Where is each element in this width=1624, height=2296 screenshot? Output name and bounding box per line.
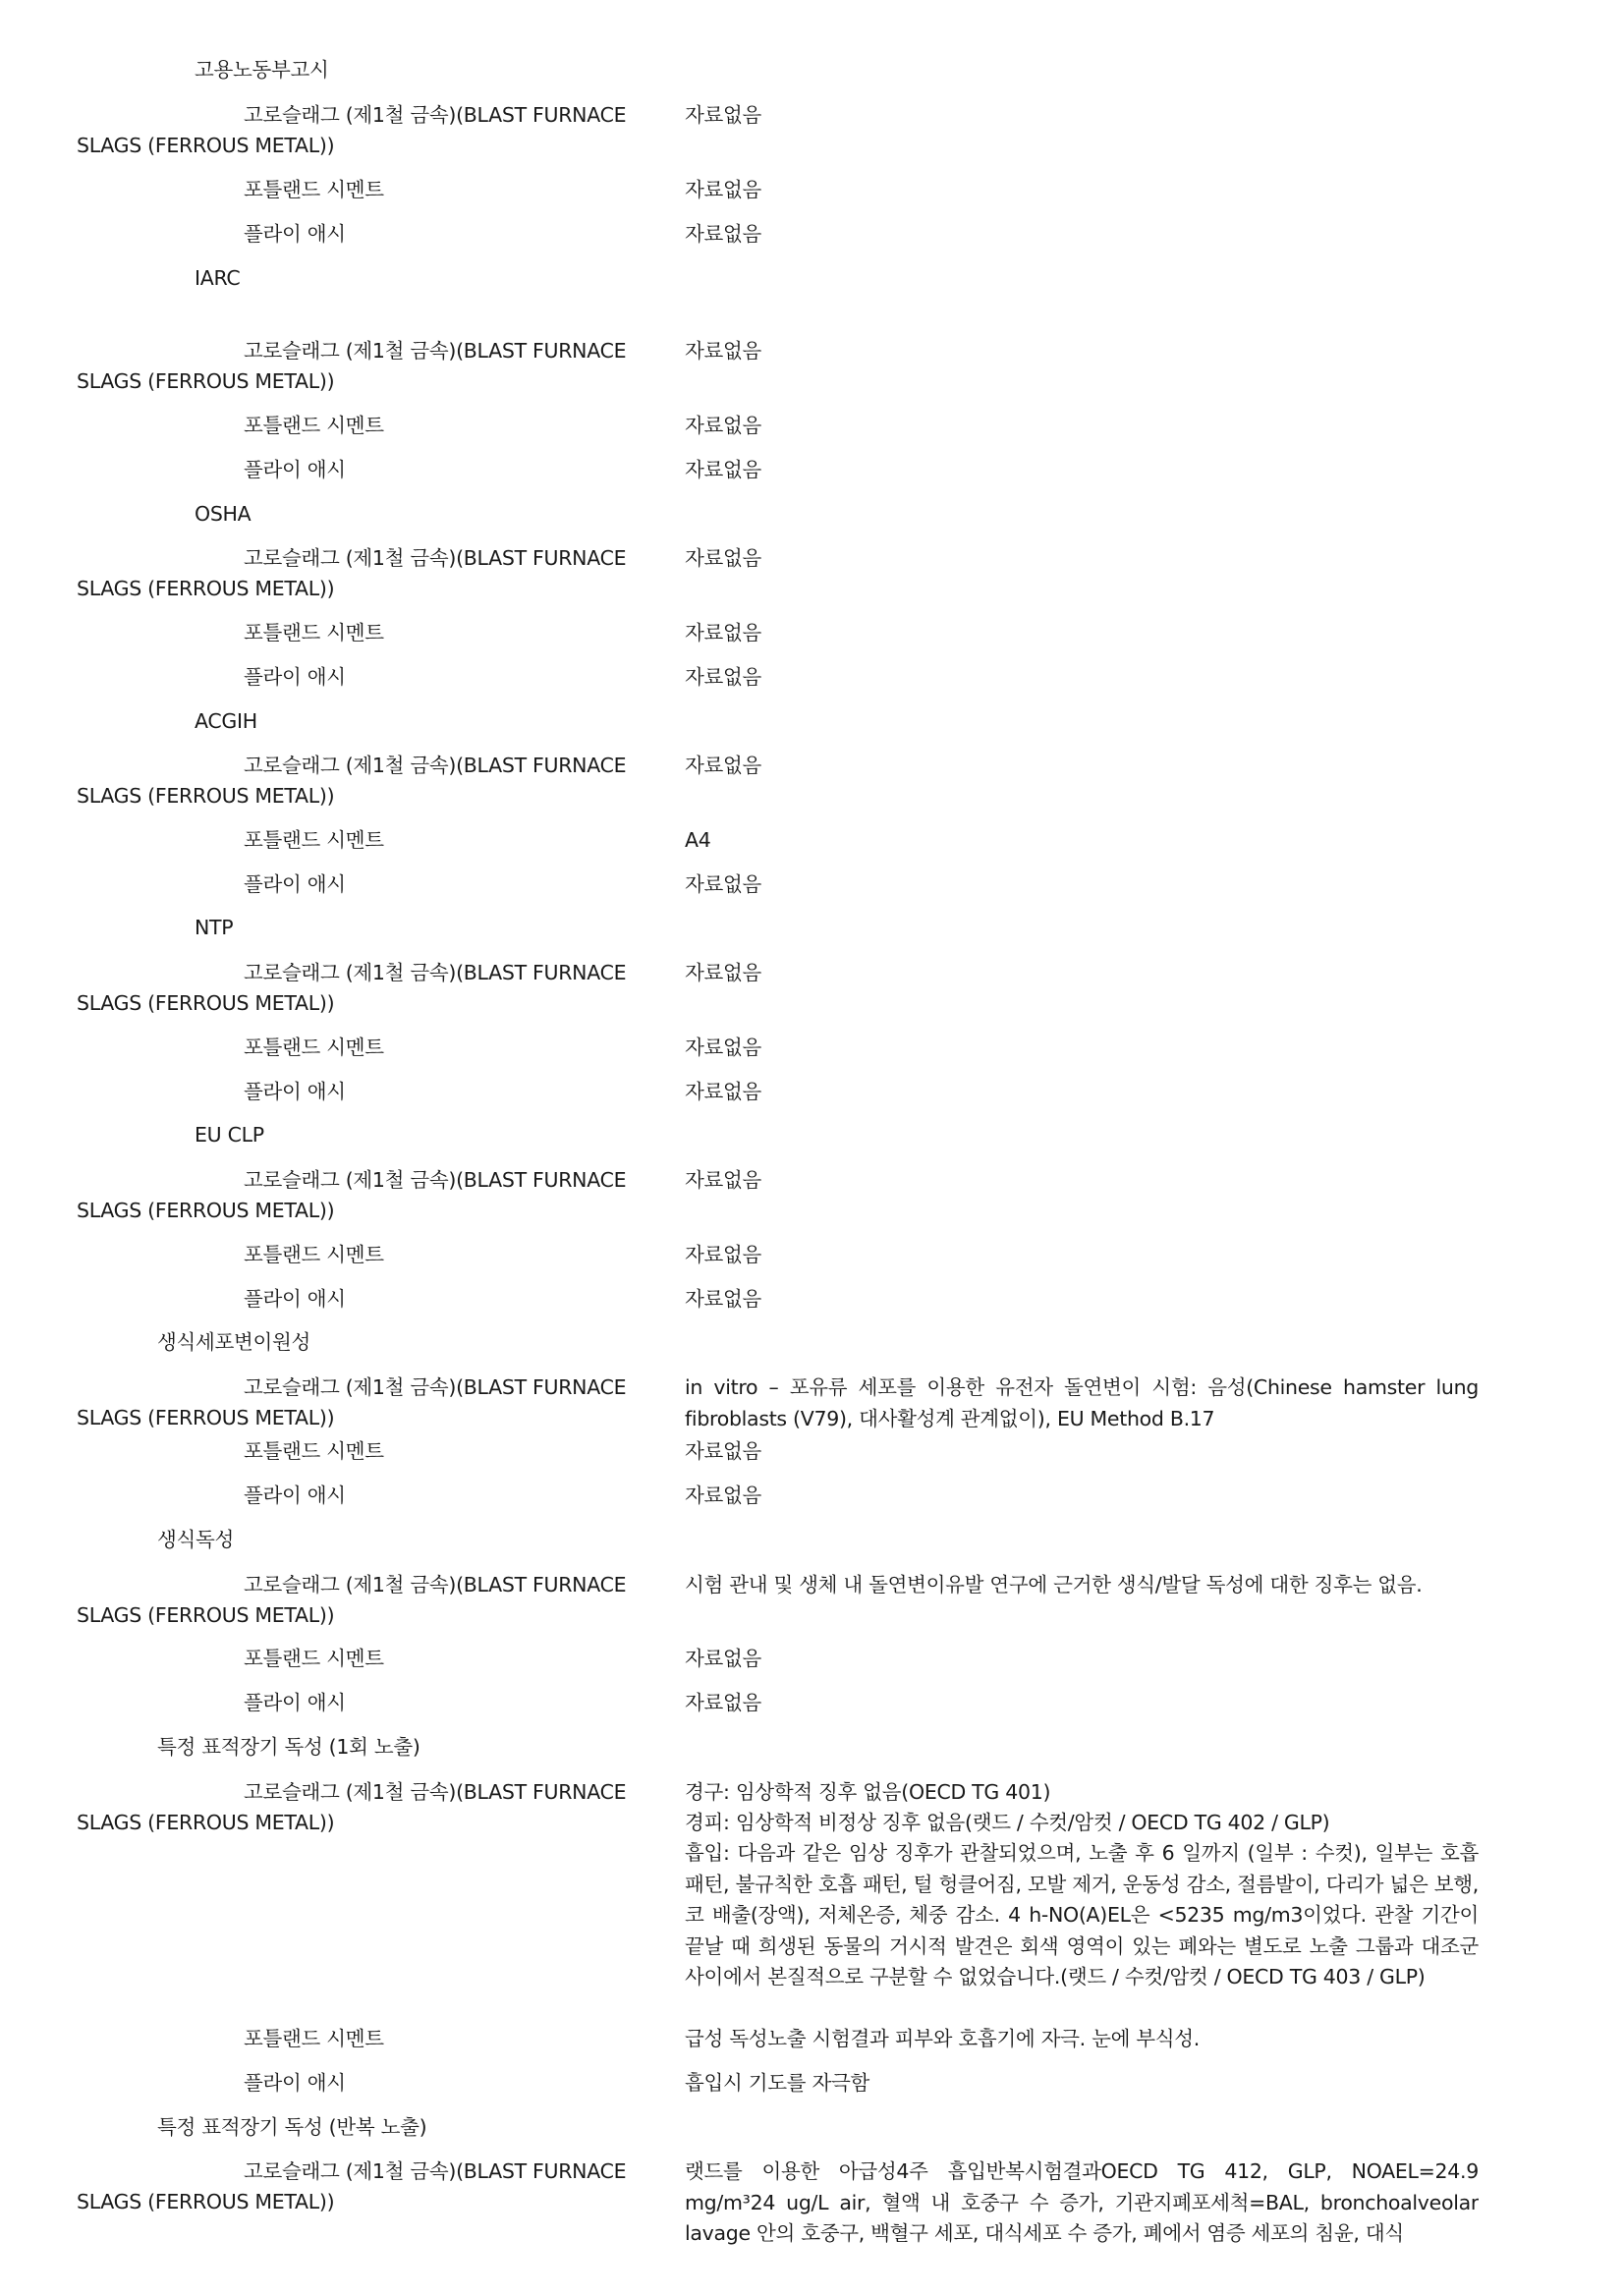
substance-name-slag: 고로슬래그 (제1철 금속)(BLAST FURNACE	[244, 1780, 627, 1804]
substance-name-cement: 포틀랜드 시멘트	[244, 178, 384, 201]
section-heading-acgih: ACGIH	[195, 709, 257, 733]
substance-name-flyash: 플라이 애시	[244, 1080, 346, 1103]
value-paragraph: in vitro – 포유류 세포를 이용한 유전자 돌연변이 시험: 음성(Chinese hamster lung fibroblasts (V79), 대사활성계 관계없이), EU Method B.17	[685, 1375, 1479, 1430]
substance-name-slag-cont: SLAGS (FERROUS METAL))	[77, 1811, 335, 1834]
value-text: 자료없음	[685, 1243, 762, 1266]
value-text: 자료없음	[685, 1439, 762, 1463]
substance-name-cement: 포틀랜드 시멘트	[244, 1036, 384, 1059]
value-text: 자료없음	[685, 178, 762, 201]
substance-name-flyash: 플라이 애시	[244, 2071, 346, 2095]
substance-name-slag: 고로슬래그 (제1철 금속)(BLAST FURNACE	[244, 754, 627, 777]
value-text: 자료없음	[685, 665, 762, 689]
substance-name-flyash: 플라이 애시	[244, 872, 346, 896]
substance-name-slag-cont: SLAGS (FERROUS METAL))	[77, 369, 335, 393]
value-text: 자료없음	[685, 754, 762, 777]
section-heading-eu-clp: EU CLP	[195, 1123, 264, 1147]
substance-name-flyash: 플라이 애시	[244, 222, 346, 246]
section-heading-moel: 고용노동부고시	[195, 58, 329, 82]
substance-name-slag: 고로슬래그 (제1철 금속)(BLAST FURNACE	[244, 1168, 627, 1192]
substance-name-slag-cont: SLAGS (FERROUS METAL))	[77, 577, 335, 600]
substance-name-slag: 고로슬래그 (제1철 금속)(BLAST FURNACE	[244, 1573, 627, 1596]
value-text: 자료없음	[685, 961, 762, 984]
substance-name-flyash: 플라이 애시	[244, 458, 346, 481]
substance-name-flyash: 플라이 애시	[244, 1287, 346, 1311]
value-text: 자료없음	[685, 339, 762, 363]
substance-name-slag: 고로슬래그 (제1철 금속)(BLAST FURNACE	[244, 2159, 627, 2183]
substance-name-slag-cont: SLAGS (FERROUS METAL))	[77, 1406, 335, 1429]
value-line-dermal: 경피: 임상학적 비정상 징후 없음(랫드 / 수컷/암컷 / OECD TG 402 / GLP)	[685, 1811, 1330, 1834]
value-text: 자료없음	[685, 1647, 762, 1670]
substance-name-slag-cont: SLAGS (FERROUS METAL))	[77, 991, 335, 1015]
value-text: 자료없음	[685, 1287, 762, 1311]
value-text: 흡입시 기도를 자극함	[685, 2071, 869, 2095]
substance-name-slag-cont: SLAGS (FERROUS METAL))	[77, 1199, 335, 1222]
value-text: 자료없음	[685, 872, 762, 896]
value-text: 자료없음	[685, 621, 762, 644]
value-text: 급성 독성노출 시험결과 피부와 호흡기에 자극. 눈에 부식성.	[685, 2027, 1201, 2050]
substance-name-slag-cont: SLAGS (FERROUS METAL))	[77, 784, 335, 808]
value-text: 자료없음	[685, 1691, 762, 1714]
section-heading-iarc: IARC	[195, 266, 241, 290]
value-paragraph-inhalation: 흡입: 다음과 같은 임상 징후가 관찰되었으며, 노출 후 6 일까지 (일부 : 수컷), 일부는 호흡 패턴, 불규칙한 호흡 패턴, 털 헝클어짐, 모발 제거, 운동성 감소, 절름발이, 다리가 넓은 보행, 코 배출(장액), 저체온증, 체중 감소. 4 h-NO(A)EL은 <5235 mg/m3이었다. 관찰 기간이 끝날 때 희생된 동물의 거시적 발견은 회색 영역이 있는 폐와는 별도로 노출 그룹과 대조군 사이에서 본질적으로 구분할 수 없었습니다.(랫드 / 수컷/암컷 / OECD TG 403 / GLP)	[685, 1841, 1479, 1988]
value-text: A4	[685, 828, 711, 852]
substance-name-cement: 포틀랜드 시멘트	[244, 1647, 384, 1670]
value-text: 자료없음	[685, 103, 762, 127]
substance-name-flyash: 플라이 애시	[244, 1484, 346, 1507]
substance-name-cement: 포틀랜드 시멘트	[244, 1439, 384, 1463]
substance-name-flyash: 플라이 애시	[244, 1691, 346, 1714]
value-text: 자료없음	[685, 222, 762, 246]
value-paragraph: 랫드를 이용한 아급성4주 흡입반복시험결과OECD TG 412, GLP, NOAEL=24.9 mg/m³24 ug/L air, 혈액 내 호중구 수 증가, 기관지폐포세척=BAL, bronchoalveolar lavage 안의 호중구, 백혈구 세포, 대식세포 수 증가, 폐에서 염증 세포의 침윤, 대식	[685, 2159, 1479, 2245]
value-text: 자료없음	[685, 414, 762, 437]
section-heading-stot-single: 특정 표적장기 독성 (1회 노출)	[157, 1735, 420, 1759]
substance-name-slag-cont: SLAGS (FERROUS METAL))	[77, 1603, 335, 1627]
value-text: 자료없음	[685, 458, 762, 481]
substance-name-cement: 포틀랜드 시멘트	[244, 414, 384, 437]
substance-name-cement: 포틀랜드 시멘트	[244, 621, 384, 644]
substance-name-cement: 포틀랜드 시멘트	[244, 828, 384, 852]
substance-name-slag: 고로슬래그 (제1철 금속)(BLAST FURNACE	[244, 546, 627, 570]
substance-name-slag: 고로슬래그 (제1철 금속)(BLAST FURNACE	[244, 1375, 627, 1399]
value-text: 자료없음	[685, 1080, 762, 1103]
substance-name-slag: 고로슬래그 (제1철 금속)(BLAST FURNACE	[244, 961, 627, 984]
value-text: 자료없음	[685, 546, 762, 570]
substance-name-slag: 고로슬래그 (제1철 금속)(BLAST FURNACE	[244, 103, 627, 127]
substance-name-cement: 포틀랜드 시멘트	[244, 2027, 384, 2050]
substance-name-slag: 고로슬래그 (제1철 금속)(BLAST FURNACE	[244, 339, 627, 363]
section-heading-osha: OSHA	[195, 502, 252, 526]
section-heading-stot-repeated: 특정 표적장기 독성 (반복 노출)	[157, 2115, 427, 2139]
section-heading-ntp: NTP	[195, 916, 234, 939]
value-text: 자료없음	[685, 1036, 762, 1059]
value-line-oral: 경구: 임상학적 징후 없음(OECD TG 401)	[685, 1780, 1051, 1804]
section-heading-reproductive-toxicity: 생식독성	[157, 1528, 235, 1551]
substance-name-cement: 포틀랜드 시멘트	[244, 1243, 384, 1266]
value-text: 자료없음	[685, 1484, 762, 1507]
substance-name-slag-cont: SLAGS (FERROUS METAL))	[77, 2190, 335, 2213]
value-text: 자료없음	[685, 1168, 762, 1192]
value-paragraph: 시험 관내 및 생체 내 돌연변이유발 연구에 근거한 생식/발달 독성에 대한 징후는 없음.	[685, 1573, 1423, 1596]
substance-name-slag-cont: SLAGS (FERROUS METAL))	[77, 134, 335, 157]
section-heading-germ-cell-mutagenicity: 생식세포변이원성	[157, 1330, 311, 1354]
substance-name-flyash: 플라이 애시	[244, 665, 346, 689]
